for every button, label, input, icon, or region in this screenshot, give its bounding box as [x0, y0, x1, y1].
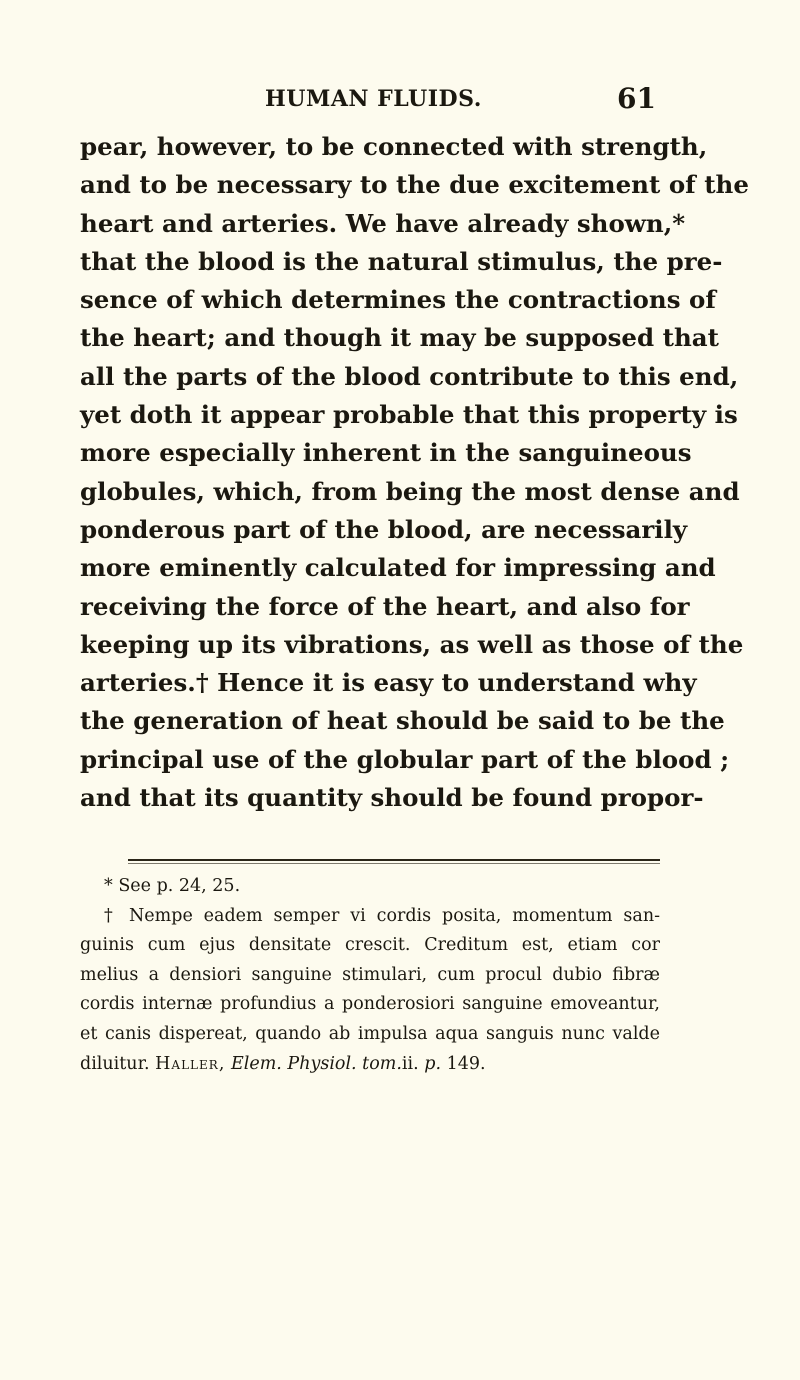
footnotes	[80, 872, 660, 1079]
citation-prefix: diluitur.	[80, 1053, 150, 1074]
footnote-2-line: † Nempe eadem semper vi cordis posita, momentum san-	[104, 905, 660, 926]
footnote-2-line: et canis dispereat, quando ab impulsa aqua sanguis nunc valde	[80, 1023, 660, 1044]
body-line: principal use of the globular part of the blood ;	[80, 744, 730, 774]
citation-author: Haller,	[155, 1053, 226, 1074]
page-number: 61	[617, 82, 656, 115]
body-line: the generation of heat should be said to be the	[80, 706, 725, 736]
body-line: globules, which, from being the most dense and	[80, 476, 740, 506]
body-line: arteries.† Hence it is easy to understand why	[80, 668, 697, 698]
body-line: and to be necessary to the due excitement of the	[80, 170, 749, 200]
body-line: receiving the force of the heart, and also for	[80, 591, 690, 621]
body-line: more eminently calculated for impressing and	[80, 553, 716, 583]
footnote-2-line: guinis cum ejus densitate crescit. Creditum est, etiam cor	[80, 935, 660, 956]
body-line: pear, however, to be connected with strength,	[80, 132, 708, 161]
citation-title: Elem. Physiol. tom.	[230, 1053, 402, 1074]
running-head: HUMAN FLUIDS.	[265, 86, 482, 112]
footnote-2-line: melius a densiori sanguine stimulari, cum procul dubio fibræ	[80, 964, 660, 985]
body-line: that the blood is the natural stimulus, the pre-	[80, 246, 723, 276]
footnote-2-citation	[80, 1050, 660, 1080]
body-line: keeping up its vibrations, as well as those of the	[80, 629, 744, 659]
page-header	[80, 82, 656, 116]
footnote-2-line: cordis internæ profundius a ponderosiori sanguine emoveantur,	[80, 994, 660, 1015]
body-line: heart and arteries. We have already shown,*	[80, 208, 686, 238]
body-line: all the parts of the blood contribute to this end,	[80, 361, 739, 391]
body-text	[80, 128, 749, 817]
footnote-1: * See p. 24, 25.	[104, 876, 241, 896]
footnote-rule-thin	[128, 863, 660, 864]
body-line: more especially inherent in the sanguineous	[80, 438, 692, 468]
body-line: and that its quantity should be found propor-	[80, 783, 704, 813]
citation-page: 149.	[446, 1053, 486, 1074]
body-line: ponderous part of the blood, are necessarily	[80, 514, 688, 544]
body-line: yet doth it appear probable that this property is	[80, 400, 738, 430]
body-line: the heart; and though it may be supposed that	[80, 323, 719, 353]
citation-page-label: p.	[424, 1053, 442, 1074]
citation-volume: ii.	[401, 1053, 419, 1074]
body-line: sence of which determines the contractions of	[80, 285, 716, 315]
footnote-rule	[128, 859, 660, 861]
